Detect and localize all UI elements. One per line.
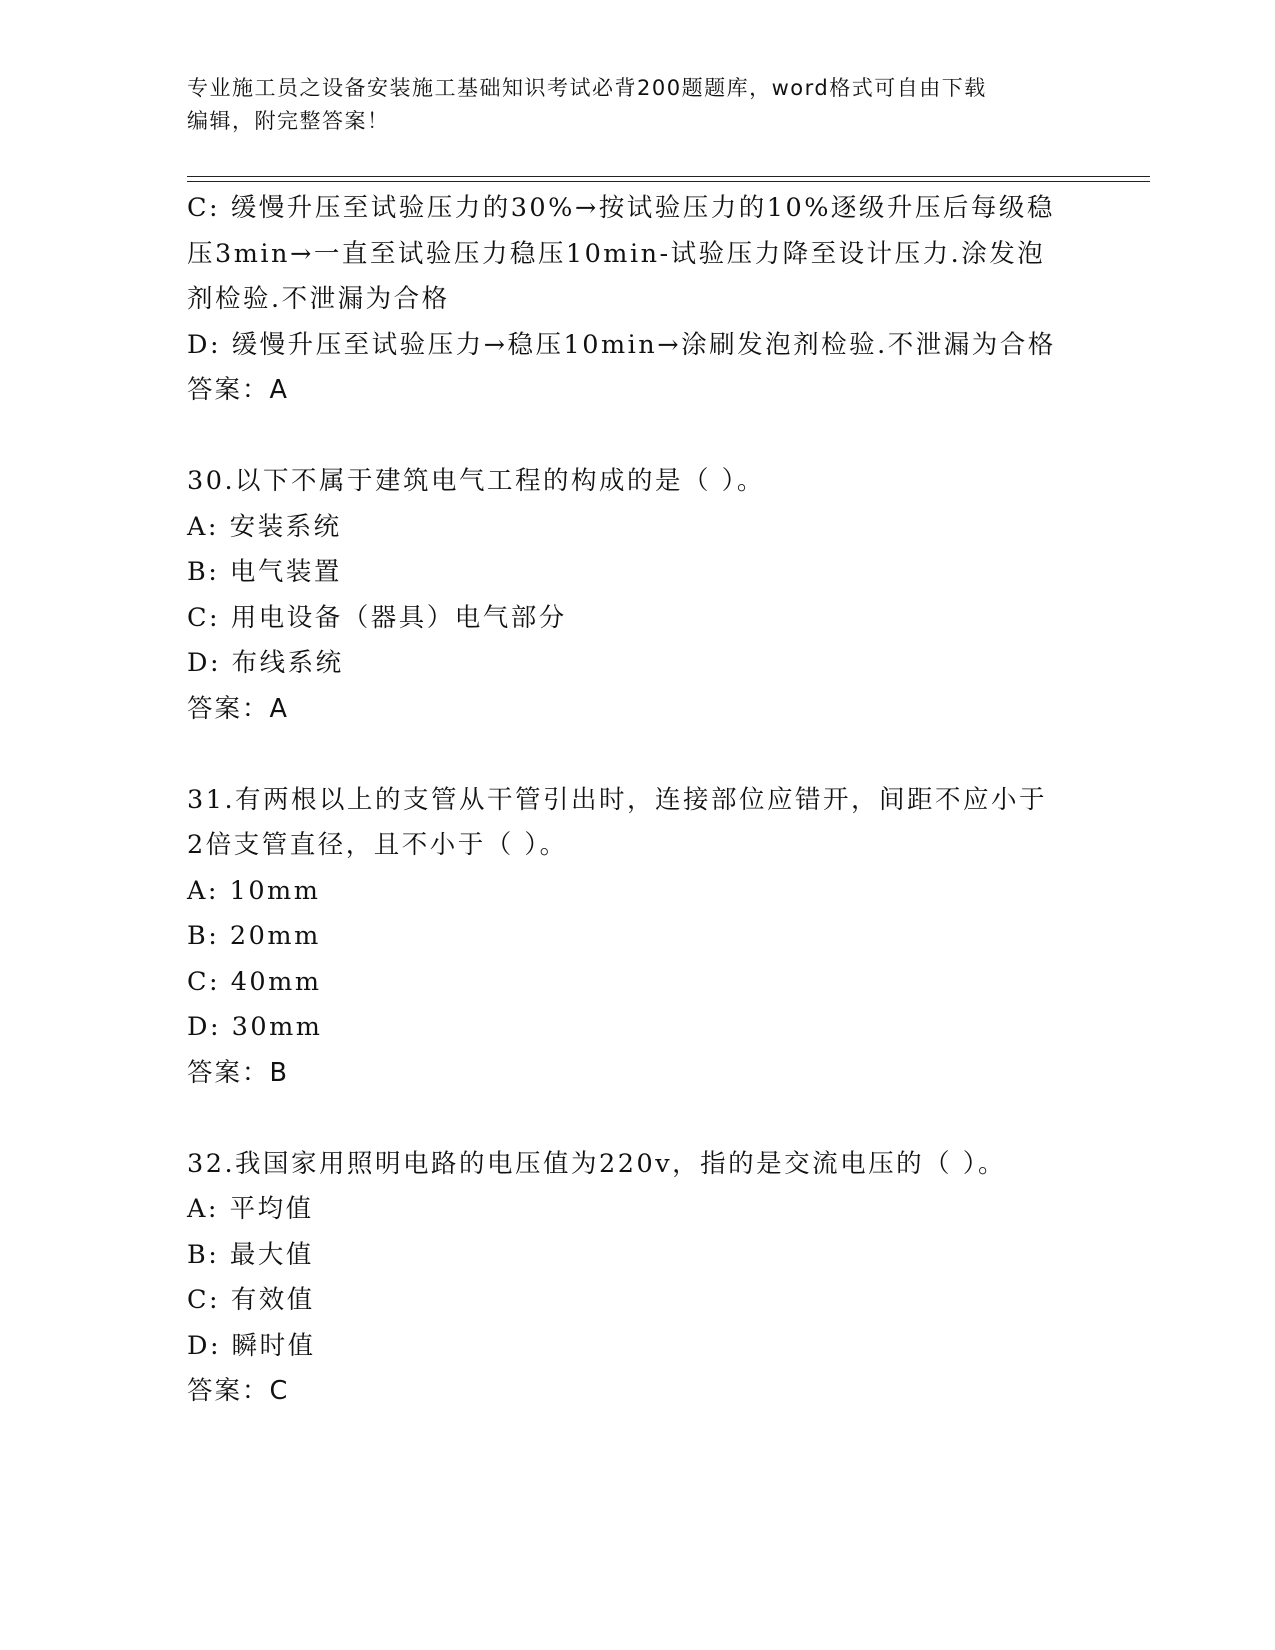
question-stem: 32.我国家用照明电路的电压值为220v，指的是交流电压的（ ）。	[187, 1148, 1006, 1179]
document-header	[187, 72, 1067, 138]
option-a: A: 安装系统	[187, 511, 342, 542]
answer-line: 答案：A	[187, 375, 289, 405]
header-title-line-1: 专业施工员之设备安装施工基础知识考试必背200题题库，word格式可自由下载	[187, 76, 987, 100]
answer-line: 答案：B	[187, 1057, 289, 1088]
spacer	[187, 1096, 1087, 1142]
option-b: B: 20mm	[187, 921, 321, 951]
option-d: D: 缓慢升压至试验压力→稳压10min→涂刷发泡剂检验.不泄漏为合格	[187, 329, 1056, 360]
question-stem-line-2: 2倍支管直径，且不小于（ ）。	[187, 830, 568, 860]
answer-line: 答案：A	[187, 693, 289, 724]
option-c-line-3: 剂检验.不泄漏为合格	[187, 284, 450, 314]
option-d: D: 瞬时值	[187, 1330, 316, 1361]
option-d: D: 布线系统	[187, 648, 344, 678]
spacer	[187, 732, 1087, 778]
header-title-line-2: 编辑，附完整答案！	[187, 109, 390, 133]
option-b: B: 电气装置	[187, 557, 342, 587]
answer-line: 答案：C	[187, 1376, 290, 1406]
question-stem-line-1: 31.有两根以上的支管从干管引出时，连接部位应错开，间距不应小于	[187, 784, 1048, 815]
question-stem: 30.以下不属于建筑电气工程的构成的是（ ）。	[187, 466, 765, 496]
option-b: B: 最大值	[187, 1239, 314, 1270]
option-c: C: 40mm	[187, 966, 322, 997]
header-divider-top	[187, 176, 1150, 177]
option-c: C: 有效值	[187, 1285, 315, 1315]
option-c-line-1: C: 缓慢升压至试验压力的30%→按试验压力的10%逐级升压后每级稳	[187, 193, 1055, 223]
option-c-line-2: 压3min→一直至试验压力稳压10min-试验压力降至设计压力.涂发泡	[187, 238, 1046, 269]
spacer	[187, 414, 1087, 460]
option-c: C: 用电设备（器具）电气部分	[187, 602, 567, 633]
question-list	[187, 186, 1087, 1415]
option-a: A: 平均值	[187, 1194, 314, 1224]
option-a: A: 10mm	[187, 875, 321, 906]
option-d: D: 30mm	[187, 1012, 323, 1042]
header-divider-bottom	[187, 181, 1150, 182]
